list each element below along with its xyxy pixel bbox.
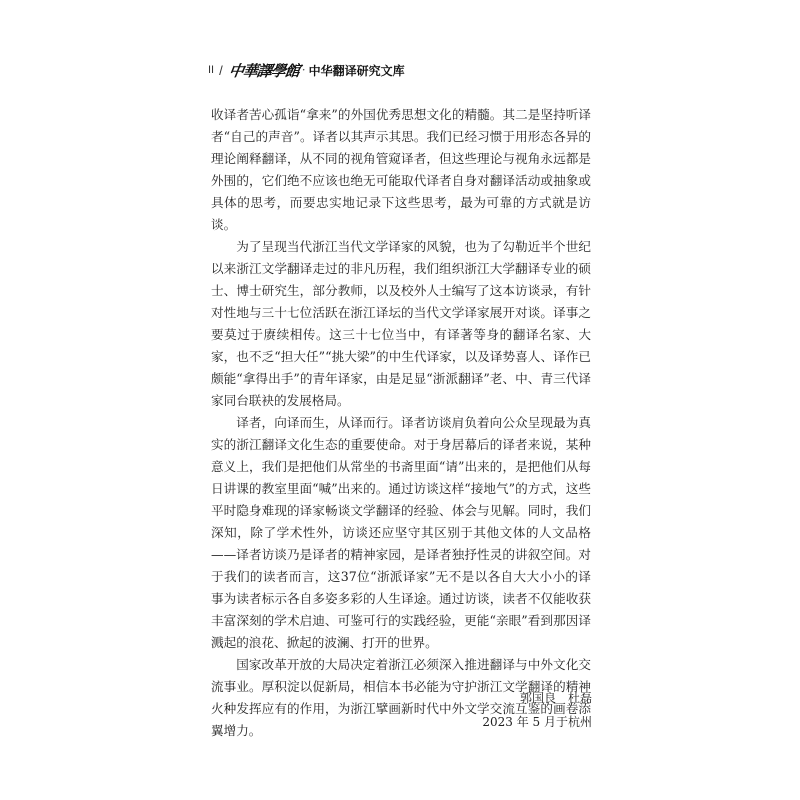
signature-block	[482, 686, 592, 734]
paragraph: 译者，向译而生，从译而行。译者访谈肩负着向公众呈现最为真实的浙江翻译文化生态的重要使命。对于身居幕后的译者来说，某种意义上，我们是把他们从常坐的书斋里面“请”出来的，是把他们从每日讲课的教室里面“喊”出来的。通过访谈这样“接地气”的方式，这些平时隐身难现的译家畅谈文学翻译的经验、体会与见解。同时，我们深知，除了学术性外，访谈还应坚守其区别于其他文体的人文品格——译者访谈乃是译者的精神家园，是译者独抒性灵的讲叙空间。对于我们的读者而言，这37位“浙派译家”无不是以各自大大小小的译事为读者标示各自多姿多彩的人生译途。通过访谈，读者不仅能收获丰富深刻的学术启迪、可鉴可行的实践经验，更能“亲眼”看到那因译溅起的浪花、掀起的波澜、打开的世界。	[211, 415, 591, 650]
series-title: 中华翻译研究文库	[308, 63, 405, 78]
paragraph-continuation: 收译者苦心孤诣“拿来”的外国优秀思想文化的精髓。其二是坚持听译者“自己的声音”。译者以其声示其思。我们已经习惯于用形态各异的理论阐释翻译，从不同的视角管窥译者，但这些理论与视角永远都是外围的，它们绝不应该也绝无可能取代译者自身对翻译活动或抽象或具体的思考，而要忠实地记录下这些思考，最为可靠的方式就是访谈。	[211, 107, 591, 232]
publisher-logo-text: 中華譯學館	[227, 61, 300, 80]
preface-body	[211, 104, 591, 742]
author-names: 郭国良 杜磊	[519, 691, 592, 705]
header-separator: /	[219, 62, 223, 78]
date-place: 2023 年 5 月于杭州	[482, 715, 592, 729]
page-number: II	[208, 64, 215, 76]
paragraph: 国家改革开放的大局决定着浙江必须深入推进翻译与中外文化交流事业。厚积淀以促新局，相信本书必能为守护浙江文学翻译的精神火种发挥应有的作用，为浙江擘画新时代中外文学交流互鉴的画卷添翼增力。	[211, 657, 591, 738]
paragraph: 为了呈现当代浙江当代文学译家的风貌，也为了勾勒近半个世纪以来浙江文学翻译走过的非凡历程，我们组织浙江大学翻译专业的硕士、博士研究生，部分教师，以及校外人士编写了这本访谈录，有针对性地与三十七位活跃在浙江译坛的当代文学译家展开对谈。译事之要莫过于赓续相传。这三十七位当中，有译著等身的翻译名家、大家，也不乏“担大任”“挑大梁”的中生代译家，以及译势喜人、译作已颇能“拿得出手”的青年译家，由是足显“浙派翻译”老、中、青三代译家同台联袂的发展格局。	[211, 239, 591, 408]
running-header	[208, 60, 405, 80]
header-dot: ·	[301, 63, 306, 77]
